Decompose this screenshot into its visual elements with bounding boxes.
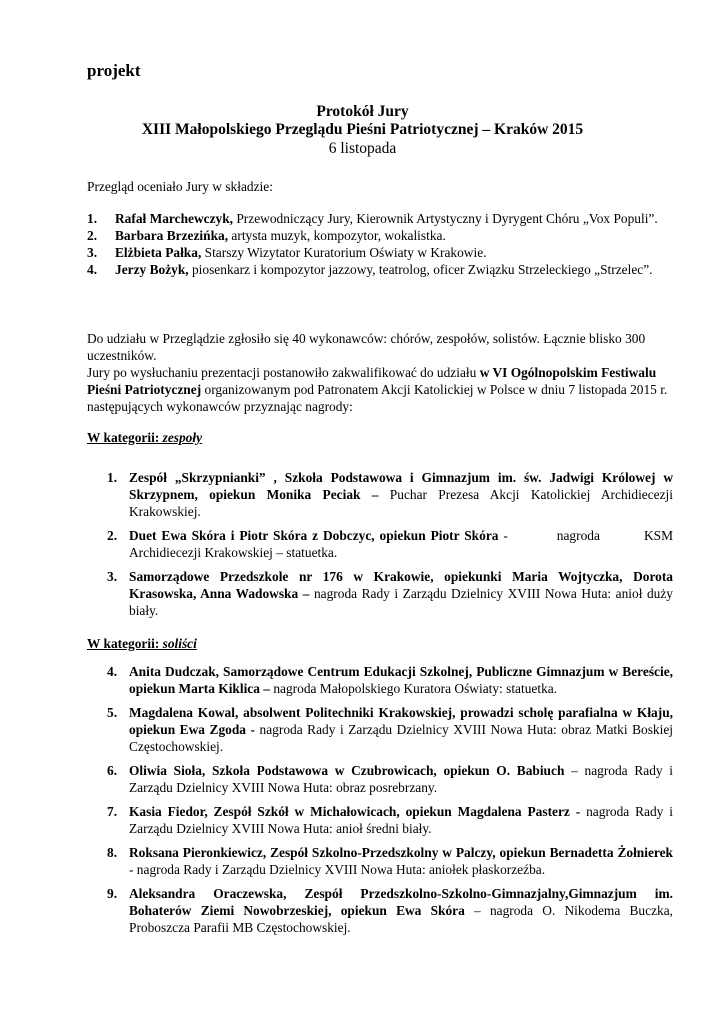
awardee: Roksana Pieronkiewicz, Zespół Szkolno-Przedszkolny w Palczy, opiekun Bernadetta Żołnierek xyxy=(129,845,673,860)
event-date: 6 listopada xyxy=(328,140,397,157)
list-number: 7. xyxy=(107,804,118,819)
award-item xyxy=(107,527,676,561)
award: - nagroda Rady i Zarządu Dzielnicy XVIII Nowa Huta: aniołek płaskorzeźba. xyxy=(129,862,546,877)
award: nagroda Małopolskiego Kuratora Oświaty: statuetka. xyxy=(269,681,558,696)
list-number: 5. xyxy=(107,705,118,720)
jury-name: Elżbieta Pałka, xyxy=(115,245,202,260)
list-number: 9. xyxy=(107,886,118,901)
jury-description: Starszy Wizytator Kuratorium Oświaty w Krakowie. xyxy=(201,245,487,260)
participants-paragraph: Do udziału w Przeglądzie zgłosiło się 40 wykonawców: chórów, zespołów, solistów. Łącznie blisko 300 uczestników. xyxy=(87,331,646,363)
award: – nagroda O. Nikodema Buczka, Proboszcza Parafii MB Częstochowskiej. xyxy=(129,903,673,935)
awardee: Anita Dudczak, Samorządowe Centrum Edukacji Szkolnej, Publiczne Gimnazjum w Bereście, opiekun Marta Kiklica – xyxy=(129,664,673,696)
list-number: 4. xyxy=(107,664,118,679)
award-item xyxy=(107,844,673,878)
category-name: zespoły xyxy=(162,430,203,445)
jury-name: Rafał Marchewczyk, xyxy=(115,211,234,226)
draft-label: projekt xyxy=(87,61,141,80)
decision-text-end: organizowanym pod Patronatem Akcji Katolickiej w Polsce w dniu 7 listopada 2015 r. następujących wykonawców przyznając nagrody: xyxy=(87,382,668,414)
list-number: 3. xyxy=(107,569,118,584)
list-number: 2. xyxy=(107,528,118,543)
awardee: Magdalena Kowal, absolwent Politechniki Krakowskiej, prowadzi scholę parafialna w Kłaju, opiekun Ewa Zgoda - xyxy=(129,705,673,737)
awardee: Zespół „Skrzypnianki” , Szkoła Podstawowa i Gimnazjum im. św. Jadwigi Królowej w Skrzypnem, opiekun Monika Peciak – xyxy=(129,470,673,502)
award: Puchar Prezesa Akcji Katolickiej Archidiecezji Krakowskiej. xyxy=(129,487,673,519)
jury-name: Jerzy Bożyk, xyxy=(115,262,189,277)
awardee: Aleksandra Oraczewska, Zespół Przedszkolno-Szkolno-Gimnazjalny,Gimnazjum im. Bohaterów Ziemi Nowobrzeskiej, opiekun Ewa Skóra xyxy=(129,886,673,918)
list-number: 4. xyxy=(87,262,98,277)
list-number: 8. xyxy=(107,845,118,860)
groups-list xyxy=(107,469,676,626)
awardee: Kasia Fiedor, Zespół Szkół w Michałowicach, opiekun Magdalena Pasterz - xyxy=(129,804,581,819)
category-name: soliści xyxy=(162,636,197,651)
jury-description: Przewodniczący Jury, Kierownik Artystyczny i Dyrygent Chóru „Vox Populi”. xyxy=(233,211,658,226)
awardee: Samorządowe Przedszkole nr 176 w Krakowie, opiekunki Maria Wojtyczka, Dorota Krasowska, Anna Wadowska – xyxy=(129,569,673,601)
decision-text-start: Jury po wysłuchaniu prezentacji postanowiło zakwalifikować do udziału xyxy=(87,365,480,380)
category-prefix: W kategorii: xyxy=(87,636,163,651)
award-item xyxy=(107,704,673,755)
jury-member xyxy=(87,210,675,227)
jury-list xyxy=(87,210,675,278)
jury-member xyxy=(87,261,675,278)
award-item xyxy=(107,885,673,936)
jury-description: piosenkarz i kompozytor jazzowy, teatrolog, oficer Związku Strzeleckiego „Strzelec”. xyxy=(188,262,653,277)
awardee: Duet Ewa Skóra i Piotr Skóra z Dobczyc, opiekun Piotr Skóra xyxy=(129,528,499,543)
award: nagroda Rady i Zarządu Dzielnicy XVIII Nowa Huta: obraz Matki Boskiej Częstochowskiej. xyxy=(129,722,673,754)
document-title: Protokół Jury xyxy=(316,103,409,120)
event-title: XIII Małopolskiego Przeglądu Pieśni Patriotycznej – Kraków 2015 xyxy=(141,121,584,138)
list-number: 1. xyxy=(87,211,98,226)
jury-member xyxy=(87,227,675,244)
award-item xyxy=(107,568,673,619)
festival-name: w VI Ogólnopolskim Festiwalu Pieśni Patriotycznej xyxy=(87,365,657,397)
category-heading-groups xyxy=(87,430,202,446)
award: nagroda Rady i Zarządu Dzielnicy XVIII Nowa Huta: anioł duży biały. xyxy=(129,586,673,618)
list-number: 6. xyxy=(107,763,118,778)
category-prefix: W kategorii: xyxy=(87,430,163,445)
list-number: 3. xyxy=(87,245,98,260)
category-heading-soloists xyxy=(87,636,197,652)
award-item xyxy=(107,469,673,520)
award-item xyxy=(107,663,673,697)
award: - nagroda KSM Archidiecezji Krakowskiej – statuetka. xyxy=(129,528,676,560)
jury-intro: Przegląd oceniało Jury w składzie: xyxy=(87,179,273,194)
list-number: 1. xyxy=(107,470,118,485)
award-item xyxy=(107,803,673,837)
jury-description: artysta muzyk, kompozytor, wokalistka. xyxy=(228,228,446,243)
award: nagroda Rady i Zarządu Dzielnicy XVIII Nowa Huta: anioł średni biały. xyxy=(129,804,673,836)
jury-name: Barbara Brzezińka, xyxy=(115,228,229,243)
list-number: 2. xyxy=(87,228,98,243)
award-item xyxy=(107,762,673,796)
soloists-list xyxy=(107,663,673,943)
awardee: Oliwia Sioła, Szkoła Podstawowa w Czubrowicach, opiekun O. Babiuch xyxy=(129,763,565,778)
decision-paragraph xyxy=(87,364,675,415)
jury-member xyxy=(87,244,675,261)
award: – nagroda Rady i Zarządu Dzielnicy XVIII Nowa Huta: obraz posrebrzany. xyxy=(129,763,674,795)
